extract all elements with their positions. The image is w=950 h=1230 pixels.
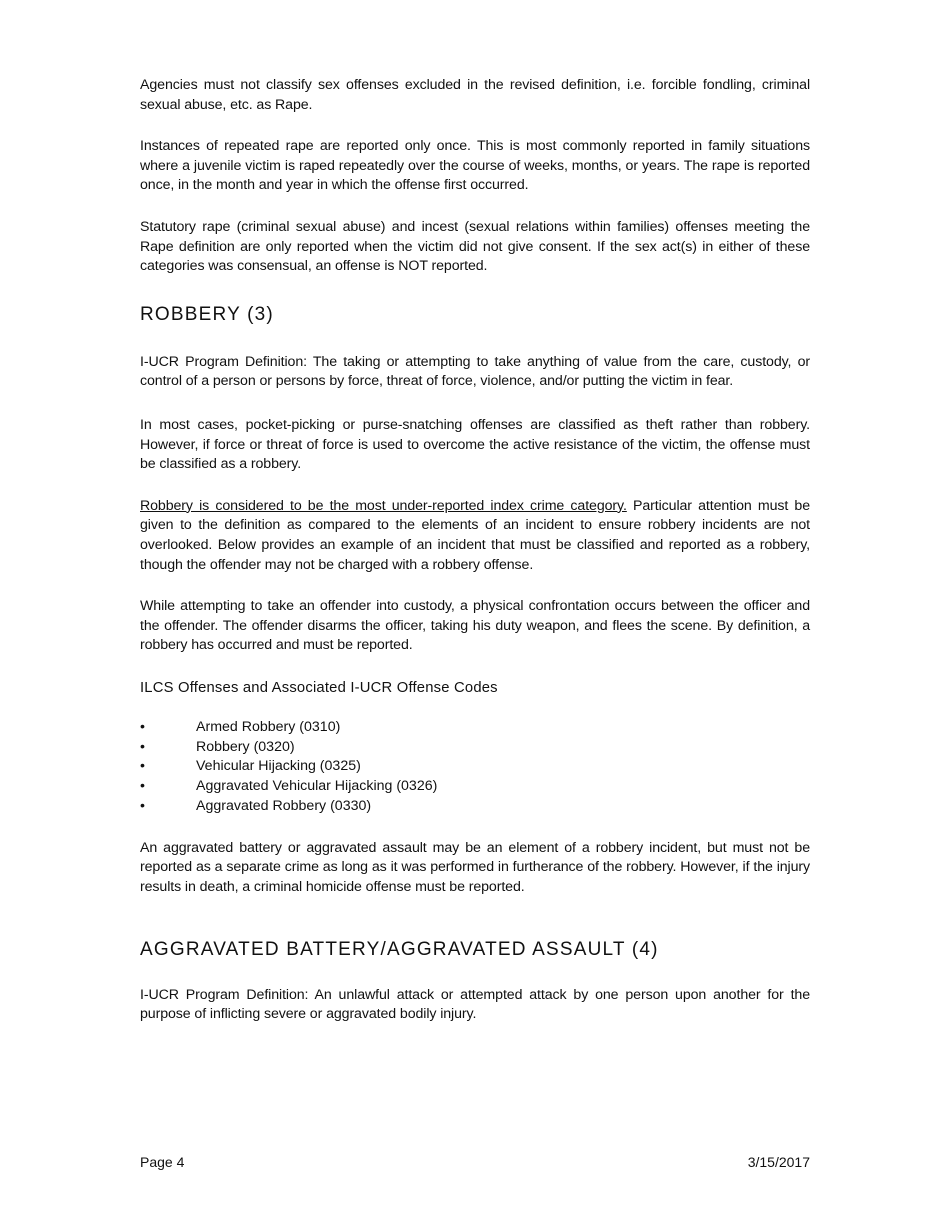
paragraph-repeated-rape: Instances of repeated rape are reported only once. This is most commonly reported in family situations where a juvenile victim is raped repeatedly over the course of weeks, months, or years. The rape is reported once, in the month and year in which the offense first occurred. (140, 138, 810, 194)
bullet-icon: • (140, 778, 145, 795)
list-item: • Robbery (0320) (140, 738, 810, 758)
bullet-icon: • (140, 798, 145, 815)
paragraph-robbery-example: While attempting to take an offender into custody, a physical confrontation occurs between the officer and the offender. The offender disarms the officer, taking his duty weapon, and flees the scene. By definition, a robbery has occurred and must be reported. (140, 598, 810, 654)
page-number: Page 4 (140, 1154, 185, 1170)
assault-definition: I-UCR Program Definition: An unlawful attack or attempted attack by one person upon another for the purpose of inflicting severe or aggravated bodily injury. (140, 986, 810, 1023)
robbery-heading: ROBBERY (3) (140, 303, 274, 325)
under-reported-rest-text: Particular attention must be given to the definition as compared to the elements of an incident to ensure robbery incidents are not overlooked. Below provides an example of an incident that must be classified and reported as a robbery, though the offender may not be charged with a robbery offense. (140, 497, 810, 573)
paragraph-excluded-offenses: Agencies must not classify sex offenses excluded in the revised definition, i.e. forcible fondling, criminal sexual abuse, etc. as Rape. (140, 77, 810, 113)
list-item: • Armed Robbery (0310) (140, 718, 810, 738)
paragraph-statutory-rape: Statutory rape (criminal sexual abuse) and incest (sexual relations within families) offenses meeting the Rape definition are only reported when the victim did not give consent. If the sex act(s) in either of these categories was consensual, an offense is NOT reported. (140, 218, 810, 275)
bullet-icon: • (140, 758, 145, 775)
assault-heading: AGGRAVATED BATTERY/AGGRAVATED ASSAULT (4) (140, 938, 659, 960)
document-page (140, 76, 810, 1025)
page-footer (140, 1154, 810, 1170)
bullet-icon: • (140, 718, 145, 735)
list-item: • Vehicular Hijacking (0325) (140, 757, 810, 777)
document-date: 3/15/2017 (747, 1154, 810, 1170)
bullet-icon: • (140, 738, 145, 755)
list-item: • Aggravated Vehicular Hijacking (0326) (140, 777, 810, 797)
offense-codes-heading: ILCS Offenses and Associated I-UCR Offense Codes (140, 679, 498, 696)
paragraph-aggravated-note: An aggravated battery or aggravated assault may be an element of a robbery incident, but must not be reported as a separate crime as long as it was performed in furtherance of the robbery. However, if the injury results in death, a criminal homicide offense must be reported. (140, 839, 810, 896)
list-item: • Aggravated Robbery (0330) (140, 797, 810, 817)
robbery-definition: I-UCR Program Definition: The taking or attempting to take anything of value from the care, custody, or control of a person or persons by force, threat of force, violence, and/or putting the victim in fear. (140, 353, 810, 390)
under-reported-underlined-text: Robbery is considered to be the most under-reported index crime category. (140, 497, 627, 514)
paragraph-pocket-picking: In most cases, pocket-picking or purse-snatching offenses are classified as theft rather than robbery. However, if force or threat of force is used to overcome the active resistance of the victim, the offense must be classified as a robbery. (140, 416, 810, 473)
offense-codes-list (140, 718, 810, 817)
paragraph-under-reported (140, 497, 810, 575)
